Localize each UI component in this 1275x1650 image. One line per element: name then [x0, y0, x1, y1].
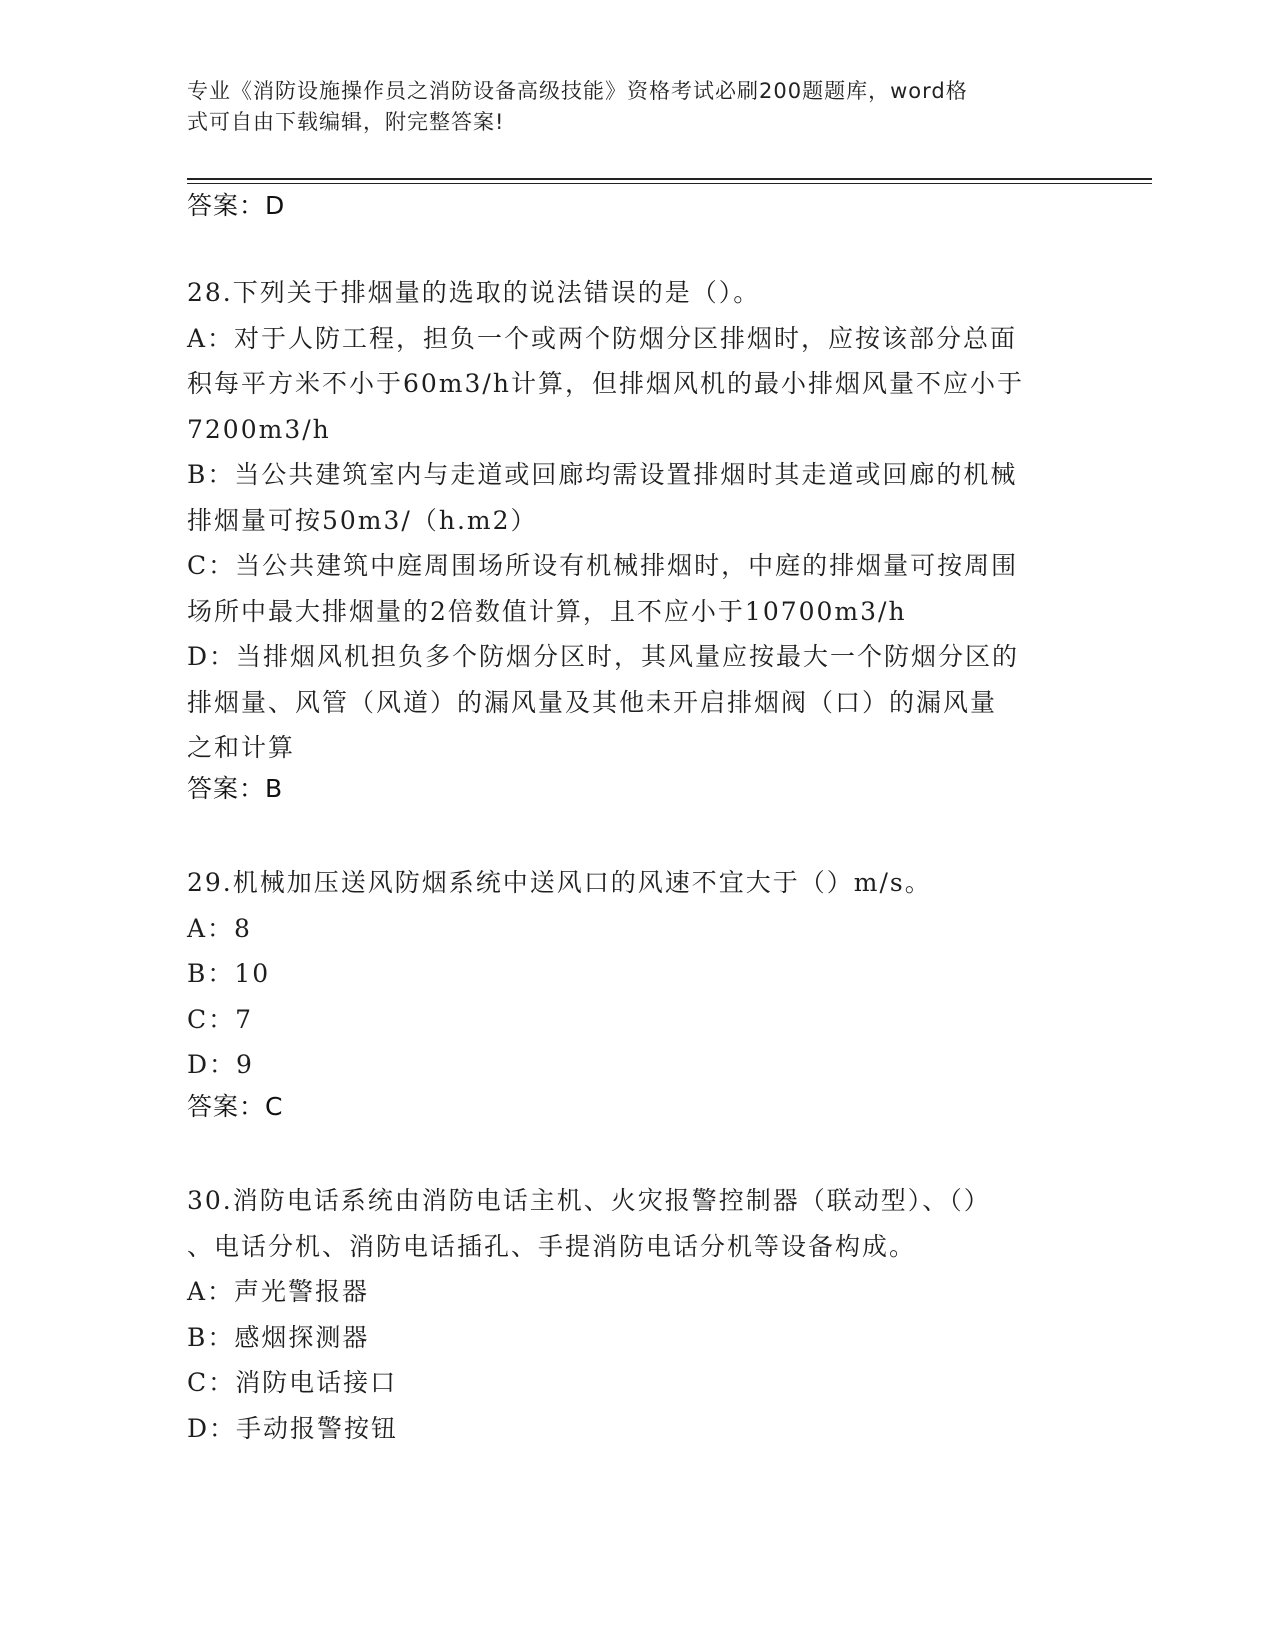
question-28-answer: 答案：B: [187, 774, 284, 803]
question-28-line: 排烟量可按50m3/（h.m2）: [187, 505, 538, 535]
question-29-option-b: B：10: [187, 959, 271, 988]
question-28-line: 积每平方米不小于60m3/h计算，但排烟风机的最小排烟风量不应小于: [187, 369, 1024, 398]
question-28-line: 场所中最大排烟量的2倍数值计算，且不应小于10700m3/h: [187, 596, 907, 626]
question-29-option-c: C：7: [187, 1004, 254, 1034]
question-28-line: C：当公共建筑中庭周围场所设有机械排烟时，中庭的排烟量可按周围: [187, 551, 1019, 580]
question-29: [187, 860, 1087, 1088]
header-line-2: 式可自由下载编辑，附完整答案!: [187, 110, 505, 134]
question-29-answer: 答案：C: [187, 1092, 284, 1121]
page-header: [187, 76, 1067, 138]
question-28-stem: 28.下列关于排烟量的选取的说法错误的是（）。: [187, 278, 761, 307]
question-30: [187, 1178, 1087, 1451]
header-rule-thin: [187, 183, 1152, 184]
question-29-option-d: D：9: [187, 1050, 254, 1079]
question-30-stem-line-2: 、电话分机、消防电话插孔、手提消防电话分机等设备构成。: [187, 1231, 917, 1261]
question-30-option-c: C：消防电话接口: [187, 1368, 398, 1397]
question-28: [187, 270, 1087, 771]
question-30-stem-line-1: 30.消防电话系统由消防电话主机、火灾报警控制器（联动型）、（）: [187, 1186, 991, 1215]
question-30-option-b: B：感烟探测器: [187, 1322, 370, 1352]
answer-prev: 答案：D: [187, 191, 286, 220]
question-28-line: D：当排烟风机担负多个防烟分区时，其风量应按最大一个防烟分区的: [187, 642, 1020, 671]
question-30-option-d: D：手动报警按钮: [187, 1413, 399, 1443]
question-28-line: 排烟量、风管（风道）的漏风量及其他未开启排烟阀（口）的漏风量: [187, 687, 998, 717]
question-28-line: B：当公共建筑室内与走道或回廊均需设置排烟时其走道或回廊的机械: [187, 460, 1018, 489]
question-29-stem: 29.机械加压送风防烟系统中送风口的风速不宜大于（）m/s。: [187, 868, 932, 897]
question-28-line: A：对于人防工程，担负一个或两个防烟分区排烟时，应按该部分总面: [187, 323, 1018, 353]
question-28-line: 7200m3/h: [187, 414, 331, 444]
header-rule-thick: [187, 178, 1152, 180]
question-30-option-a: A：声光警报器: [187, 1277, 370, 1306]
question-29-option-a: A：8: [187, 913, 252, 943]
header-line-1: 专业《消防设施操作员之消防设备高级技能》资格考试必刷200题题库，word格: [187, 79, 968, 103]
question-28-line: 之和计算: [187, 733, 296, 762]
